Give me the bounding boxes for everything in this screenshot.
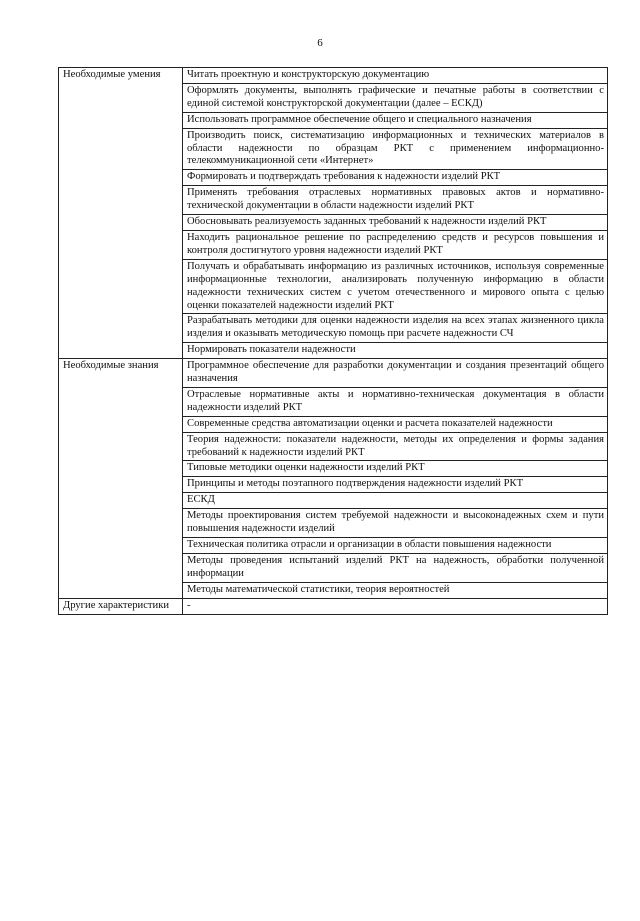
requirement-cell — [183, 259, 608, 314]
requirement-cell — [183, 477, 608, 493]
requirement-cell — [183, 128, 608, 170]
requirement-text: Производить поиск, систематизацию информационных и технических материалов в области надежности по образцам РКТ с применением информационно-телекоммуникационной сети «Интернет» — [187, 129, 604, 167]
qualification-table — [58, 67, 608, 615]
requirement-text: ЕСКД — [187, 494, 215, 506]
requirement-text: Современные средства автоматизации оценки и расчета показателей надежности — [187, 417, 553, 429]
requirement-cell — [183, 230, 608, 259]
requirement-cell — [183, 112, 608, 128]
row-category-label: Необходимые умения — [59, 68, 183, 359]
requirement-text: - — [187, 599, 191, 611]
requirement-text: Читать проектную и конструкторскую документацию — [187, 69, 430, 80]
requirement-text: Оформлять документы, выполнять графические и печатные работы в соответствии с единой системой конструкторской документации (далее – ЕСКД) — [187, 84, 604, 109]
requirement-cell — [183, 509, 608, 538]
requirement-text: Получать и обрабатывать информацию из различных источников, используя современные информационные технологии, анализировать полученную информацию в области надежности технических систем с учетом отечественного и мирового опыта с целью оценки показателей надежности изделий РКТ — [187, 260, 604, 311]
requirement-cell — [183, 83, 608, 112]
requirement-cell — [183, 432, 608, 461]
requirement-text: Программное обеспечение для разработки документации и создания презентаций общего назначения — [187, 360, 604, 385]
requirement-cell — [183, 314, 608, 343]
requirement-cell — [183, 343, 608, 359]
requirement-text: Использовать программное обеспечение общего и специального назначения — [187, 113, 532, 125]
requirement-cell — [183, 416, 608, 432]
requirement-text: Теория надежности: показатели надежности, методы их определения и формы задания требований к надежности изделий РКТ — [187, 433, 604, 458]
requirement-text: Нормировать показатели надежности — [187, 344, 356, 356]
requirement-text: Методы проектирования систем требуемой надежности и высоконадежных схем и пути повышения надежности изделий — [187, 510, 604, 535]
table-row — [59, 68, 608, 84]
row-category-label: Необходимые знания — [59, 359, 183, 599]
requirement-text: Разрабатывать методики для оценки надежности изделия на всех этапах жизненного цикла изделия и оказывать методическую помощь при расчете надежности СЧ — [187, 315, 604, 340]
requirement-cell — [183, 186, 608, 215]
requirement-cell — [183, 582, 608, 598]
requirement-cell — [183, 461, 608, 477]
requirement-text: Формировать и подтверждать требования к надежности изделий РКТ — [187, 171, 501, 183]
requirement-text: Применять требования отраслевых нормативных правовых актов и нормативно-технической документации в области надежности изделий РКТ — [187, 187, 604, 212]
requirement-cell — [183, 170, 608, 186]
requirement-cell — [183, 538, 608, 554]
requirement-cell — [183, 387, 608, 416]
requirement-cell — [183, 68, 608, 84]
table-row — [59, 359, 608, 388]
requirement-cell — [183, 493, 608, 509]
requirement-text: Находить рациональное решение по распределению средств и ресурсов повышения и контроля достигнутого уровня надежности изделий РКТ — [187, 231, 604, 256]
requirement-text: Отраслевые нормативные акты и нормативно-техническая документация в области надежности изделий РКТ — [187, 388, 604, 413]
page-number: 6 — [317, 37, 323, 49]
requirement-text: Методы проведения испытаний изделий РКТ на надежность, обработки полученной информации — [187, 554, 604, 579]
requirement-cell — [183, 215, 608, 231]
requirement-cell — [183, 359, 608, 388]
requirement-cell — [183, 553, 608, 582]
requirement-text: Методы математической статистики, теория вероятностей — [187, 583, 450, 595]
table-row — [59, 598, 608, 614]
row-category-label: Другие характеристики — [59, 598, 183, 614]
requirement-cell — [183, 598, 608, 614]
qualification-table-body — [59, 68, 608, 615]
requirement-text: Принципы и методы поэтапного подтверждения надежности изделий РКТ — [187, 478, 524, 490]
requirement-text: Типовые методики оценки надежности изделий РКТ — [187, 462, 425, 474]
requirement-text: Техническая политика отрасли и организации в области повышения надежности — [187, 539, 552, 550]
requirement-text: Обосновывать реализуемость заданных требований к надежности изделий РКТ — [187, 216, 547, 228]
